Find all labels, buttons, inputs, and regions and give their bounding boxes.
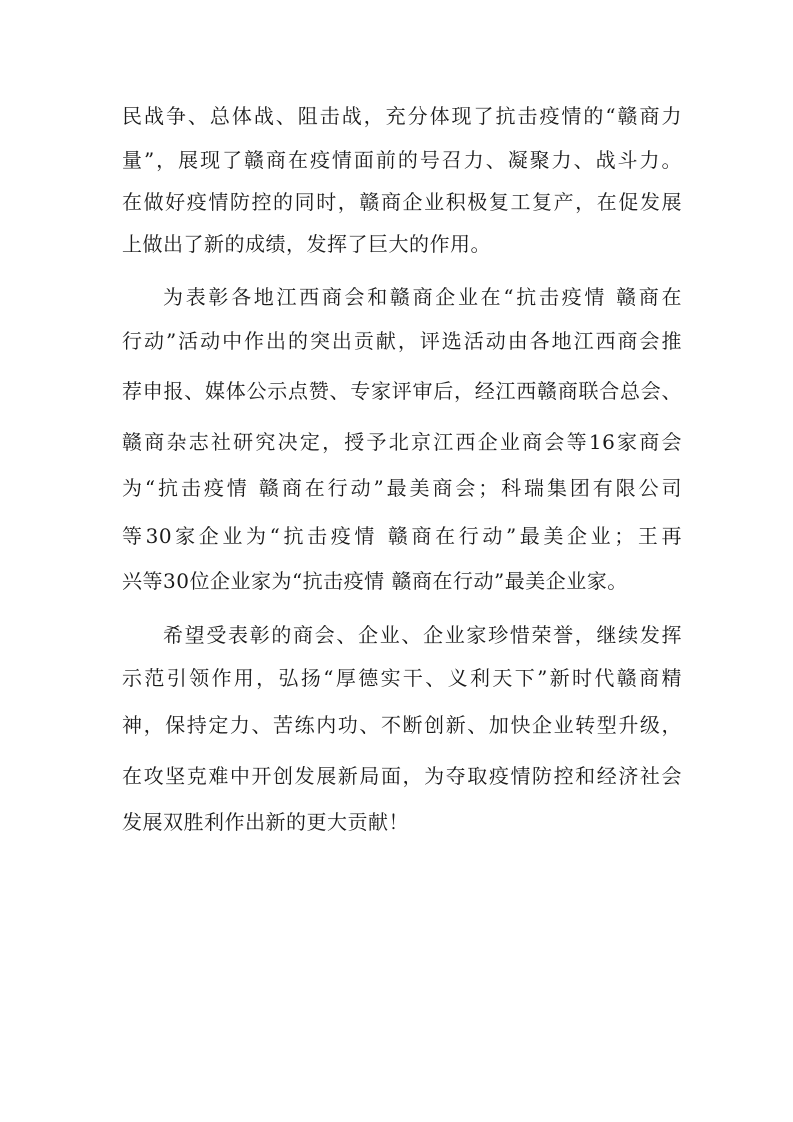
paragraph-2-line-5: 为“抗击疫情 赣商在行动”最美商会；科瑞集团有限公司 <box>122 476 682 500</box>
paragraph-2-line-6: 等30家企业为“抗击疫情 赣商在行动”最美企业；王再 <box>122 524 682 548</box>
paragraph-3-line-2: 示范引领作用，弘扬“厚德实干、义利天下”新时代赣商精 <box>122 666 682 690</box>
paragraph-1-line-2: 量”，展现了赣商在疫情面前的号召力、凝聚力、战斗力。 <box>122 148 682 172</box>
paragraph-1-line-3: 在做好疫情防控的同时，赣商企业积极复工复产，在促发展 <box>122 190 682 214</box>
paragraph-1-line-1: 民战争、总体战、阻击战，充分体现了抗击疫情的“赣商力 <box>122 104 682 128</box>
paragraph-3-line-3: 神，保持定力、苦练内功、不断创新、加快企业转型升级， <box>122 713 682 737</box>
paragraph-2-line-7: 兴等30位企业家为“抗击疫情 赣商在行动”最美企业家。 <box>122 569 628 593</box>
paragraph-3-line-1: 希望受表彰的商会、企业、企业家珍惜荣誉，继续发挥 <box>163 623 682 647</box>
paragraph-2-line-3: 荐申报、媒体公示点赞、专家评审后，经江西赣商联合总会、 <box>122 379 682 403</box>
paragraph-2-line-4: 赣商杂志社研究决定，授予北京江西企业商会等16家商会 <box>122 430 682 454</box>
paragraph-2-line-1: 为表彰各地江西商会和赣商企业在“抗击疫情 赣商在 <box>163 285 682 309</box>
paragraph-3-line-5: 发展双胜利作出新的更大贡献！ <box>122 810 409 834</box>
paragraph-1-line-4: 上做出了新的成绩，发挥了巨大的作用。 <box>122 232 491 256</box>
paragraph-2-line-2: 行动”活动中作出的突出贡献，评选活动由各地江西商会推 <box>122 329 682 353</box>
paragraph-3-line-4: 在攻坚克难中开创发展新局面，为夺取疫情防控和经济社会 <box>122 764 682 788</box>
